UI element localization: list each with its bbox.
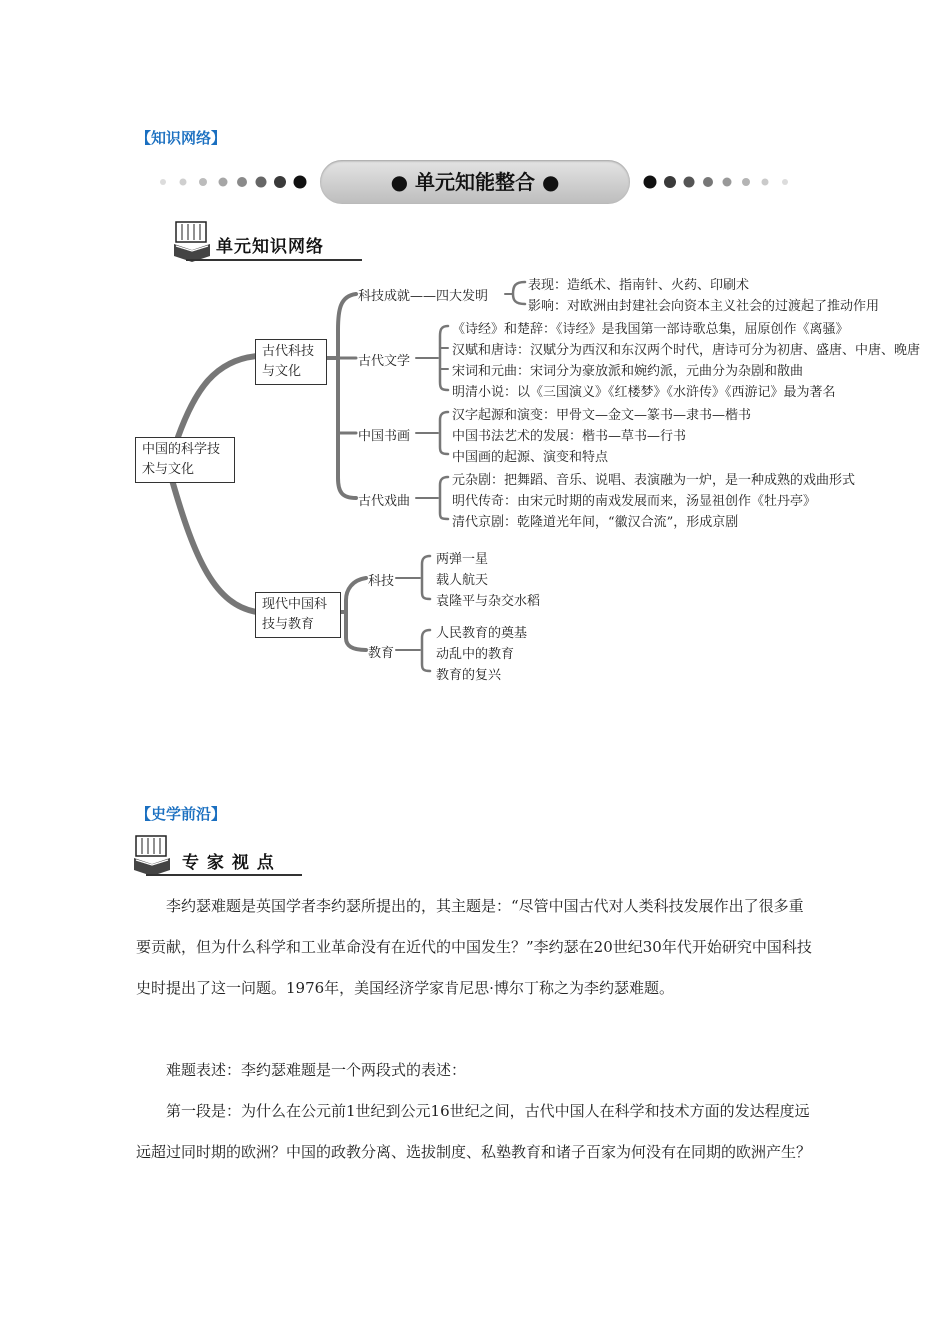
art-item: 中国画的起源、演变和特点 — [452, 450, 609, 465]
modern-sci-item: 两弹一星 — [436, 552, 489, 567]
banner-bullet-right-icon: ● — [541, 170, 560, 194]
expert-viewpoint-title: 专 家 视 点 — [182, 853, 275, 873]
sci-item-manifestation: 表现：造纸术、指南针、火药、印刷术 — [528, 278, 750, 293]
book-stack-icon — [134, 836, 170, 876]
mindmap-root: 中国的科学技术与文化 — [135, 437, 235, 483]
node-modern-education: 教育 — [368, 646, 395, 661]
node-chinese-calligraphy-painting: 中国书画 — [358, 429, 411, 444]
lit-item: 宋词和元曲：宋词分为豪放派和婉约派，元曲分为杂剧和散曲 — [452, 364, 804, 379]
lit-item: 《诗经》和楚辞：《诗经》是我国第一部诗歌总集，屈原创作《离骚》 — [452, 322, 849, 337]
modern-edu-item: 教育的复兴 — [436, 668, 502, 683]
modern-sci-item: 载人航天 — [436, 573, 489, 588]
art-item: 中国书法艺术的发展：楷书—草书—行书 — [452, 429, 687, 444]
book-stack-icon — [174, 222, 210, 262]
art-item: 汉字起源和演变：甲骨文—金文—篆书—隶书—楷书 — [452, 408, 752, 423]
unit-header-underline — [186, 259, 362, 261]
section-label-history-frontier: 【史学前沿】 — [136, 805, 227, 823]
banner-title-text: 单元知能整合 — [415, 170, 535, 194]
modern-edu-item: 人民教育的奠基 — [436, 626, 528, 641]
paragraph-part-one: 第一段是：为什么在公元前1世纪到公元16世纪之间，古代中国人在科学和技术方面的发达程度远远超过同时期的欧洲？中国的政教分离、选拔制度、私塾教育和诸子百家为何没有在同期的欧洲产生？ — [136, 1102, 812, 1161]
paragraph-needham-question: 李约瑟难题是英国学者李约瑟所提出的，其主题是：“尽管中国古代对人类科技发展作出了很多重要贡献，但为什么科学和工业革命没有在近代的中国发生？”李约瑟在20世纪30年代开始研究中国科技史时提出了这一问题。1976年，美国经济学家肯尼思·博尔丁称之为李约瑟难题。 — [136, 897, 812, 997]
modern-edu-item: 动乱中的教育 — [436, 647, 515, 662]
sci-item-influence: 影响：对欧洲由封建社会向资本主义社会的过渡起了推动作用 — [528, 299, 880, 314]
lit-item: 汉赋和唐诗：汉赋分为西汉和东汉两个时代，唐诗可分为初唐、盛唐、中唐、晚唐 — [452, 343, 921, 358]
banner-bullet-left-icon: ● — [390, 170, 409, 194]
node-ancient-drama: 古代戏曲 — [358, 494, 411, 509]
node-sci-achievements: 科技成就——四大发明 — [358, 289, 489, 304]
paragraph-statement: 难题表述：李约瑟难题是一个两段式的表述： — [166, 1061, 467, 1079]
modern-sci-item: 袁隆平与杂交水稻 — [436, 594, 541, 609]
node-modern-science-education: 现代中国科技与教育 — [255, 592, 341, 638]
drama-item: 元杂剧：把舞蹈、音乐、说唱、表演融为一炉，是一种成熟的戏曲形式 — [452, 473, 856, 488]
drama-item: 清代京剧：乾隆道光年间，“徽汉合流”，形成京剧 — [452, 515, 739, 530]
node-modern-science: 科技 — [368, 574, 395, 589]
unit-knowledge-network-title: 单元知识网络 — [216, 237, 324, 257]
node-ancient-literature: 古代文学 — [358, 354, 411, 369]
section-label-knowledge-network: 【知识网络】 — [136, 129, 227, 147]
lit-item: 明清小说：以《三国演义》《红楼梦》《水浒传》《西游记》最为著名 — [452, 385, 836, 400]
expert-header-underline — [146, 874, 302, 876]
drama-item: 明代传奇：由宋元时期的南戏发展而来，汤显祖创作《牡丹亭》 — [452, 494, 817, 509]
node-ancient-science-culture: 古代科技与文化 — [255, 339, 327, 385]
